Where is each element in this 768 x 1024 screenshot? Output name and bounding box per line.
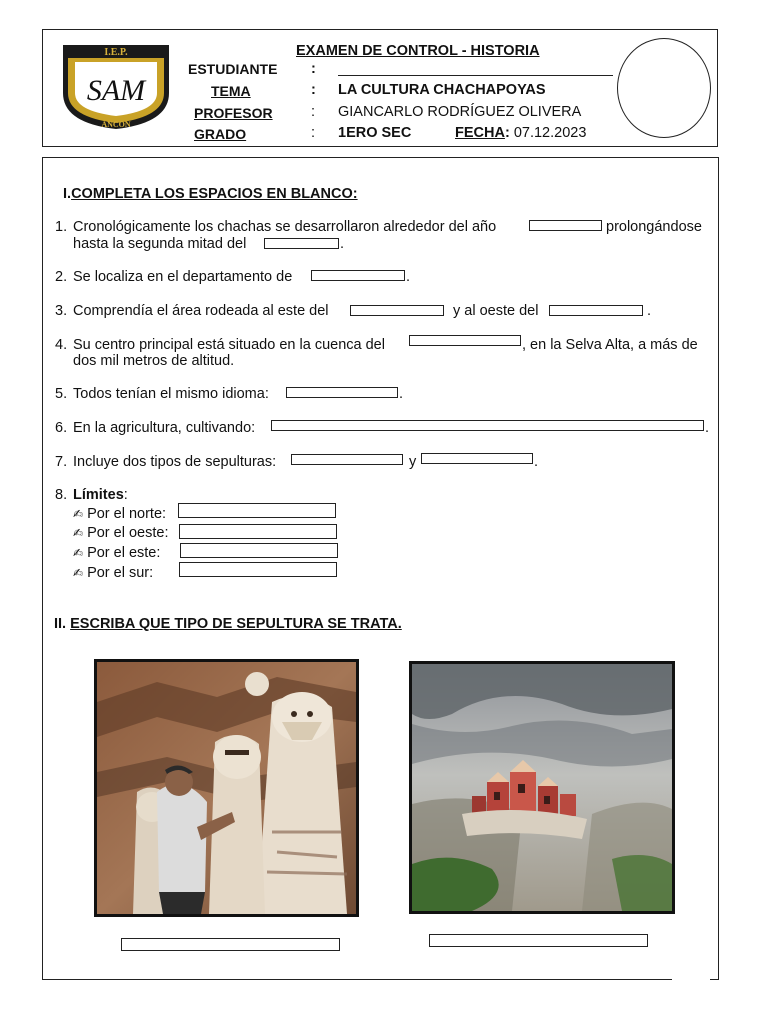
q3-text: y al oeste del [453, 303, 539, 319]
pencil-writing-icon: ✍ [73, 507, 84, 521]
pencil-writing-icon: ✍ [73, 566, 84, 580]
field-value-grado: 1ERO SEC [338, 125, 412, 141]
field-colon: : [311, 82, 316, 98]
q7-number: 7. [55, 454, 68, 470]
q3-text: Comprendía el área rodeada al este del [73, 303, 329, 319]
school-logo [61, 43, 171, 131]
q8-number: 8. [55, 487, 68, 503]
field-label-estudiante: ESTUDIANTE [188, 61, 278, 77]
q8-title: Límites: [73, 487, 128, 503]
svg-text:ANCON: ANCON [101, 120, 131, 129]
divider [710, 979, 719, 980]
limit-item-south: ✍ Por el sur: [73, 565, 154, 581]
limit-blank-east[interactable] [180, 543, 338, 558]
q6-text: . [705, 420, 710, 436]
q1-blank-year[interactable] [529, 220, 602, 231]
student-name-line[interactable] [338, 75, 613, 76]
q1-number: 1. [55, 219, 68, 235]
q5-text: . [399, 386, 404, 402]
q3-text: . [647, 303, 652, 319]
q4-blank[interactable] [409, 335, 521, 346]
q5-number: 5. [55, 386, 68, 402]
q7-text: y [409, 454, 417, 470]
q4-text: dos mil metros de altitud. [73, 353, 235, 369]
q2-blank[interactable] [311, 270, 405, 281]
limit-item-west: ✍ Por el oeste: [73, 525, 169, 541]
q1-text: Cronológicamente los chachas se desarrollaron alrededor del año [73, 219, 497, 235]
field-value-tema: LA CULTURA CHACHAPOYAS [338, 82, 546, 98]
pencil-writing-icon: ✍ [73, 526, 84, 540]
svg-text:I.E.P.: I.E.P. [104, 47, 128, 58]
photo1-answer-blank[interactable] [121, 938, 340, 951]
pencil-writing-icon: ✍ [73, 546, 84, 560]
q1-text: hasta la segunda mitad del [73, 236, 247, 252]
q4-text: Su centro principal está situado en la cuenca del [73, 337, 385, 353]
limit-item-east: ✍ Por el este: [73, 545, 161, 561]
q7-blank-2[interactable] [421, 453, 533, 464]
q7-text: . [534, 454, 539, 470]
q6-blank[interactable] [271, 420, 704, 431]
field-label-grado: GRADO [194, 126, 247, 142]
limit-blank-north[interactable] [178, 503, 336, 518]
sarcophagi-photo [94, 659, 359, 917]
field-colon: : [311, 61, 316, 77]
field-label-tema: TEMA [211, 83, 251, 99]
field-label-profesor: PROFESOR [194, 105, 273, 121]
q3-number: 3. [55, 303, 68, 319]
limit-blank-west[interactable] [179, 524, 337, 539]
q1-text: . [340, 236, 345, 252]
section2-heading: II. ESCRIBA QUE TIPO DE SEPULTURA SE TRATA. [54, 616, 402, 632]
q3-blank-west[interactable] [549, 305, 643, 316]
q5-text: Todos tenían el mismo idioma: [73, 386, 269, 402]
q2-text: Se localiza en el departamento de [73, 269, 293, 285]
divider [42, 979, 672, 980]
q5-blank[interactable] [286, 387, 398, 398]
q4-number: 4. [55, 337, 68, 353]
mausoleums-photo [409, 661, 675, 914]
limit-item-north: ✍ Por el norte: [73, 506, 167, 522]
q7-text: Incluye dos tipos de sepulturas: [73, 454, 277, 470]
exam-title: EXAMEN DE CONTROL - HISTORIA [296, 43, 540, 59]
date-field: FECHA: 07.12.2023 [455, 125, 587, 141]
field-colon: : [311, 125, 316, 141]
photo2-answer-blank[interactable] [429, 934, 648, 947]
q3-blank-east[interactable] [350, 305, 444, 316]
section1-heading: I.COMPLETA LOS ESPACIOS EN BLANCO: [63, 186, 358, 202]
q6-number: 6. [55, 420, 68, 436]
q1-text: prolongándose [606, 219, 702, 235]
q4-text: , en la Selva Alta, a más de [522, 337, 698, 353]
q7-blank-1[interactable] [291, 454, 403, 465]
q6-text: En la agricultura, cultivando: [73, 420, 256, 436]
q2-text: . [406, 269, 411, 285]
svg-text:SAM: SAM [86, 74, 146, 107]
field-value-profesor: GIANCARLO RODRÍGUEZ OLIVERA [338, 104, 582, 120]
q1-blank-period[interactable] [264, 238, 339, 249]
limit-blank-south[interactable] [179, 562, 337, 577]
field-colon: : [311, 104, 316, 120]
photo-circle [617, 38, 711, 138]
q2-number: 2. [55, 269, 68, 285]
